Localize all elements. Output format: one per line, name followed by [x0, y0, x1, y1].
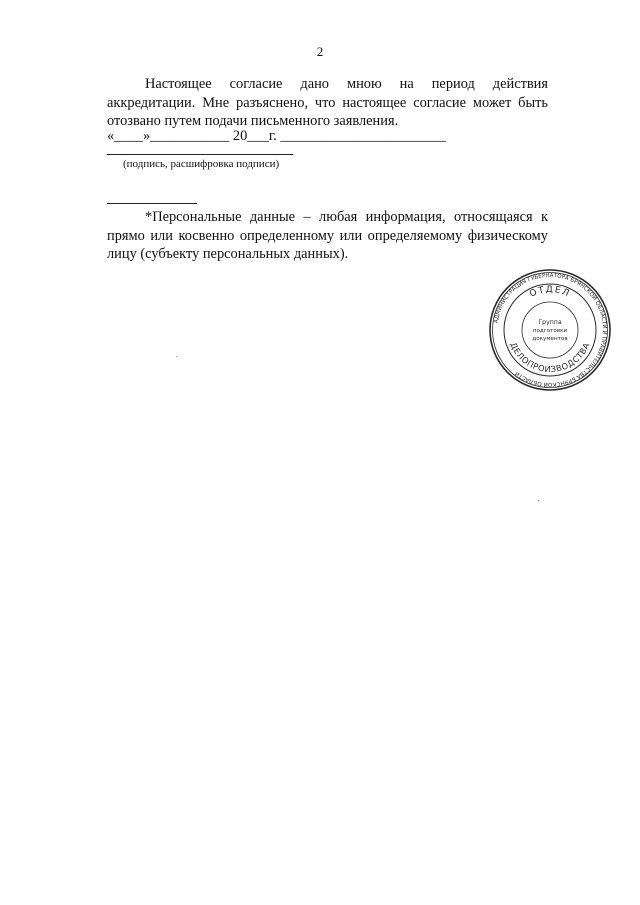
- stamp-inner-top-text: ОТДЕЛ: [528, 284, 572, 300]
- footnote-text: *Персональные данные – любая информация, относящаяся к прямо или косвенно определенному или определяемому физическому лицу (субъекту персональных данных).: [107, 209, 548, 262]
- date-signature-line: «____»___________ 20___г. _______________________: [107, 128, 446, 144]
- stamp-center-line-3: документов: [532, 336, 568, 342]
- signature-rule: [107, 154, 293, 155]
- page-number: 2: [316, 44, 324, 59]
- signature-caption: (подпись, расшифровка подписи): [123, 158, 280, 170]
- footnote-paragraph: [107, 208, 548, 264]
- stamp-center-line-1: Группа: [538, 319, 562, 326]
- stamp-center-line-2: подготовки: [532, 328, 568, 334]
- footnote-separator: [107, 203, 197, 204]
- consent-text: Настоящее согласие дано мною на период действия аккредитации. Мне разъяснено, что настоящее согласие может быть отозвано путем подачи письменного заявления.: [107, 76, 548, 129]
- stamp-outer-text: АДМИНИСТРАЦИЯ ГУБЕРНАТОРА БРЯНСКОЙ ОБЛАСТИ И ПРАВИТЕЛЬСТВА БРЯНСКОЙ ОБЛАСТИ: [493, 272, 608, 388]
- scan-speck: [538, 500, 539, 501]
- scan-speck: [176, 356, 177, 357]
- stamp-inner-bottom-text: ДЕЛОПРОИЗВОДСТВА: [508, 340, 592, 375]
- consent-paragraph: [107, 75, 548, 131]
- official-seal-stamp: [488, 268, 612, 392]
